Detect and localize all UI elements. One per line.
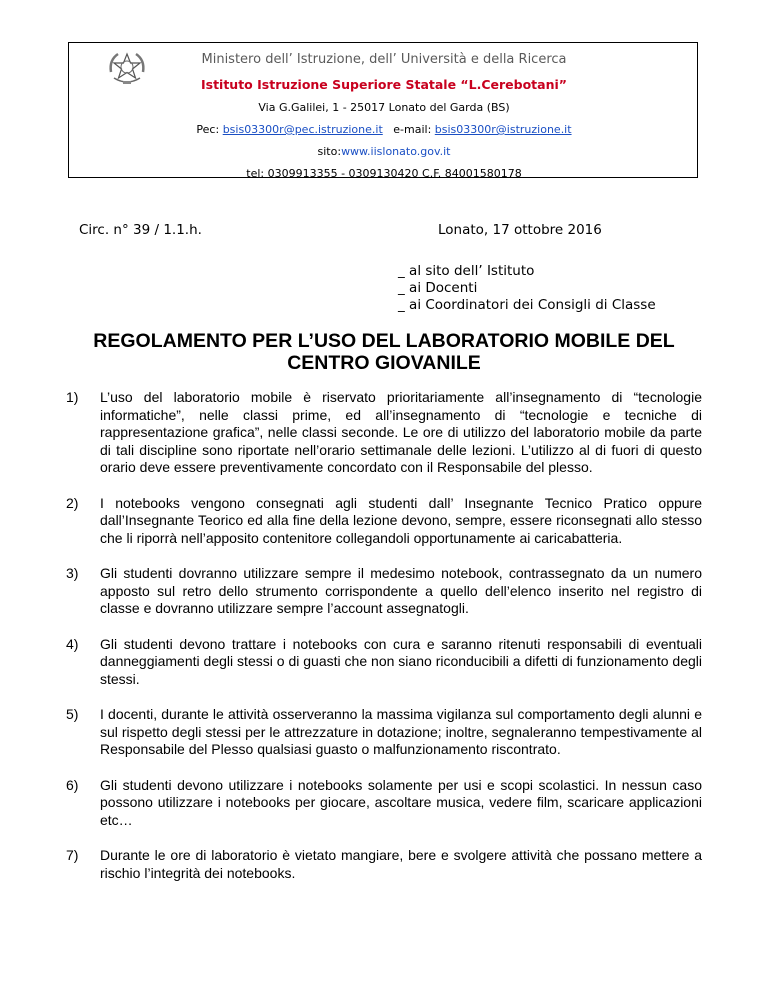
document-title bbox=[60, 330, 708, 374]
school-name: Istituto Istruzione Superiore Statale “L.Cerebotani” bbox=[200, 77, 567, 92]
contact-emails bbox=[0, 123, 768, 136]
rule-number: 2) bbox=[66, 494, 79, 511]
rule-text: Durante le ore di laboratorio è vietato mangiare, bere e svolgere attività che possano mettere a rischio l’integrità dei notebooks. bbox=[100, 847, 702, 881]
circular-number: Circ. n° 39 / 1.1.h. bbox=[79, 222, 202, 238]
school-phone: tel: 0309913355 - 0309130420 C.F. 84001580178 bbox=[246, 167, 522, 180]
pec-email-link[interactable]: bsis03300r@pec.istruzione.it bbox=[222, 123, 383, 136]
website-link[interactable]: www.iislonato.gov.it bbox=[341, 145, 451, 158]
pec-label: Pec: bbox=[196, 123, 223, 136]
recipient: _ al sito dell’ Istituto bbox=[398, 263, 535, 279]
rule-text: Gli studenti dovranno utilizzare sempre il medesimo notebook, contrassegnato da un numero apposto sul retro dello strumento corrispondente a quello dell’elenco inserito nel registro di classe e dovranno utilizzare sempre l’account assegnatogli. bbox=[100, 565, 702, 616]
rule-number: 3) bbox=[66, 565, 79, 581]
site-label: sito: bbox=[317, 145, 342, 158]
rule-item bbox=[66, 565, 702, 618]
recipient: _ ai Docenti bbox=[398, 280, 478, 296]
document-date: Lonato, 17 ottobre 2016 bbox=[438, 222, 602, 238]
ministry-name: Ministero dell’ Istruzione, dell’ Università e della Ricerca bbox=[201, 52, 567, 67]
rule-text: Gli studenti devono trattare i notebooks con cura e saranno ritenuti responsabili di eventuali danneggiamenti degli stessi o di guasti che non siano riconducibili a difetti di funzionamento degli stessi. bbox=[100, 635, 702, 687]
email-link[interactable]: bsis03300r@istruzione.it bbox=[434, 123, 572, 136]
rule-number: 6) bbox=[66, 776, 79, 793]
title-line: CENTRO GIOVANILE bbox=[287, 352, 481, 374]
rule-item bbox=[66, 389, 702, 477]
rule-text: I docenti, durante le attività osserveranno la massima vigilanza sul comportamento degli alunni e sul rispetto degli stessi per le attrezzature in dotazione; inoltre, segnaleranno tempestivamente al Responsabile del Plesso qualsiasi guasto o malfunzionamento riscontrato. bbox=[100, 706, 702, 757]
rule-number: 1) bbox=[66, 389, 79, 405]
rule-number: 4) bbox=[66, 635, 79, 652]
rule-number: 7) bbox=[66, 847, 79, 863]
rule-text: L’uso del laboratorio mobile è riservato prioritariamente all’insegnamento di “tecnologie informatiche”, nelle classi prime, ed all’insegnamento di “tecnologie e tecniche di rappresentazione grafica”, nelle classi seconde. Le ore di utilizzo del laboratorio mobile da parte di tali discipline sono riportate nell’orario settimanale delle lezioni. L’utilizzo al di fuori di questo orario deve essere preventivamente concordato con il Responsabile del plesso. bbox=[100, 389, 702, 475]
rule-item bbox=[66, 847, 702, 882]
school-address: Via G.Galilei, 1 - 25017 Lonato del Garda (BS) bbox=[258, 101, 510, 114]
rules-list bbox=[66, 389, 702, 900]
rule-item bbox=[66, 495, 702, 548]
recipients-list bbox=[398, 263, 656, 314]
email-label: e-mail: bbox=[393, 123, 435, 136]
school-website bbox=[0, 145, 768, 158]
recipient: _ ai Coordinatori dei Consigli di Classe bbox=[398, 297, 656, 313]
rule-item bbox=[66, 706, 702, 759]
title-line: REGOLAMENTO PER L’USO DEL LABORATORIO MOBILE DEL bbox=[93, 330, 675, 352]
rule-item bbox=[66, 777, 702, 830]
rule-number: 5) bbox=[66, 706, 79, 722]
rule-item bbox=[66, 636, 702, 689]
rule-text: Gli studenti devono utilizzare i notebooks solamente per usi e scopi scolastici. In nessun caso possono utilizzare i notebooks per giocare, ascoltare musica, vedere film, scaricare applicazioni etc… bbox=[100, 776, 702, 828]
rule-text: I notebooks vengono consegnati agli studenti dall’ Insegnante Tecnico Pratico oppure dall’Insegnante Teorico ed alla fine della lezione devono, sempre, essere riconsegnati allo stesso che li riporrà nell’apposito contenitore collegandoli opportunamente ai caricabatteria. bbox=[100, 494, 702, 546]
